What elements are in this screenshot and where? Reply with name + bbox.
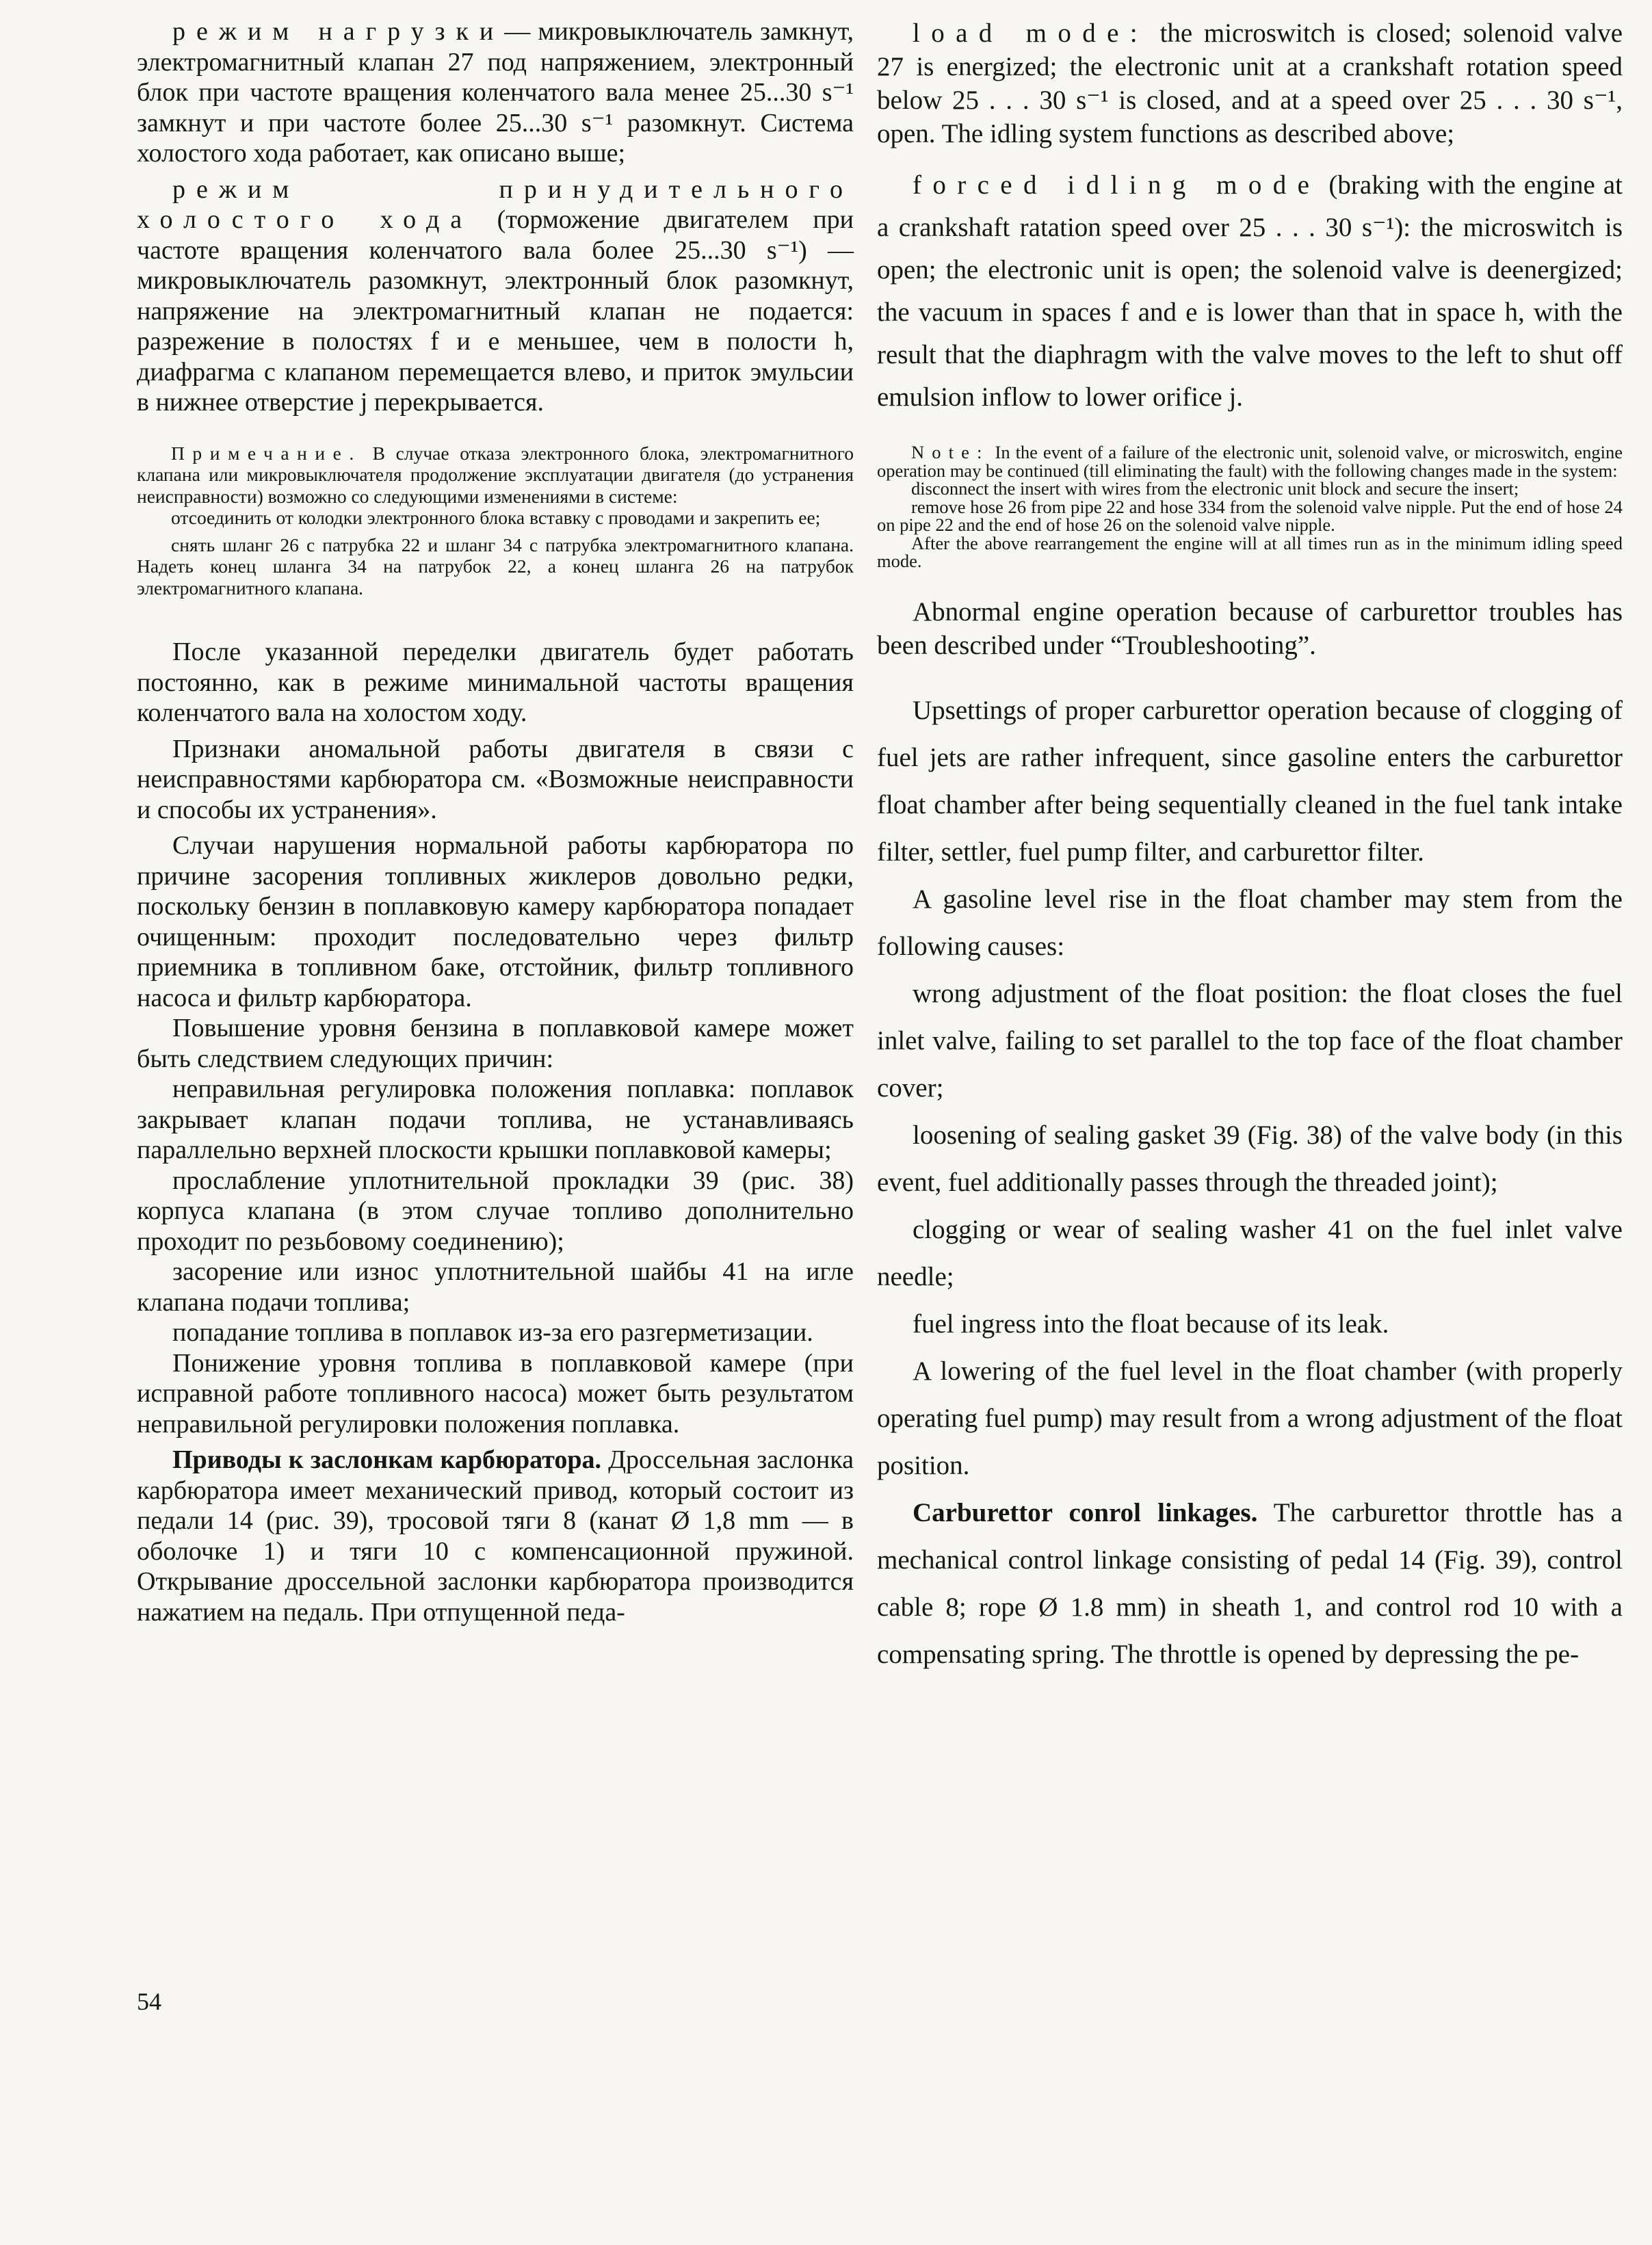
ru-note-paragraph (137, 443, 854, 508)
ru-clogging-paragraph: Случаи нарушения нормальной работы карбюратора по причине засорения топливных жиклеров довольно редки, поскольку бензин в поплавковую камеру карбюратора попадает очищенным: проходит последовательно через фильтр приемника в топливном баке, отстойник, фильтр топливного насоса и фильтр карбюратора. (137, 831, 854, 1012)
en-forced-idle-paragraph (877, 164, 1623, 419)
en-note-item-2: remove hose 26 from pipe 22 and hose 334 from the solenoid valve nipple. Put the end of hose 24 on pipe 22 and the end of hose 26 on the solenoid valve nipple. (877, 496, 1623, 535)
ru-note-label: Примечание. (171, 442, 362, 464)
en-forced-idle-term: forced idling mode (913, 170, 1321, 200)
en-cause-3: clogging or wear of sealing washer 41 on the fuel inlet valve needle; (877, 1214, 1623, 1291)
en-cause-4: fuel ingress into the float because of its leak. (913, 1309, 1389, 1339)
en-abnormal-paragraph: Abnormal engine operation because of carburettor troubles has been described under “Troubleshooting”. (877, 596, 1623, 660)
en-linkages-text: The carburettor throttle has a mechanical control linkage consisting of pedal 14 (Fig. 39), control cable 8; rope Ø 1.8 mm) in sheath 1, and control rod 10 with a compensating spring. The throttle is opened by depressing the pe- (877, 1497, 1623, 1669)
en-level-lowering-paragraph: A lowering of the fuel level in the float chamber (with properly operating fuel pump) may result from a wrong adjustment of the float position. (877, 1356, 1623, 1480)
en-note-item-1: disconnect the insert with wires from the electronic unit block and secure the insert; (911, 478, 1519, 499)
en-load-mode-term: load mode: (913, 18, 1149, 48)
ru-level-rise-paragraph: Повышение уровня бензина в поплавковой камере может быть следствием следующих причин: (137, 1014, 854, 1073)
ru-cause-3: засорение или износ уплотнительной шайбы 41 на игле клапана подачи топлива; (137, 1257, 854, 1317)
ru-linkages-paragraph (137, 1445, 854, 1627)
page-number: 54 (137, 1988, 161, 2015)
ru-cause-1: неправильная регулировка положения поплавка: поплавок закрывает клапан подачи топлива, не устанавливаясь параллельно верхней плоскости крышки поплавковой камеры; (137, 1075, 854, 1164)
ru-level-lowering-paragraph: Понижение уровня топлива в поплавковой камере (при исправной работе топливного насоса) может быть результатом неправильной регулировки положения поплавка. (137, 1348, 854, 1439)
ru-note-item-2: снять шланг 26 с патрубка 22 и шланг 34 с патрубка электромагнитного клапана. Надеть конец шланга 34 на патрубок 22, а конец шланга 26 на патрубок электромагнитного клапана. (137, 534, 854, 599)
en-load-mode-text: the microswitch is closed; solenoid valve 27 is energized; the electronic unit at a crankshaft rotation speed below 25 . . . 30 s⁻¹ is closed, and at a speed over 25 . . . 30 s⁻¹, open. The idling system functions as described above; (877, 18, 1623, 148)
en-load-mode-paragraph (877, 16, 1623, 150)
en-clogging-paragraph: Upsettings of proper carburettor operation because of clogging of fuel jets are rather infrequent, since gasoline enters the carburettor float chamber after being sequentially cleaned in the fuel tank intake filter, settler, fuel pump filter, and carburettor filter. (877, 695, 1623, 867)
en-note-item-3: After the above rearrangement the engine will at all times run as in the minimum idling speed mode. (877, 532, 1623, 571)
ru-load-mode-term: режим нагрузки (172, 17, 505, 46)
ru-load-mode-text: — микровыключатель замкнут, электромагнитный клапан 27 под напряжением, электронный блок при частоте вращения коленчатого вала менее 25...30 s⁻¹ замкнут и при частоте более 25...30 s⁻¹ разомкнут. Система холостого хода работает, как описано выше; (137, 17, 854, 168)
ru-linkages-title: Приводы к заслонкам карбюратора. (172, 1445, 601, 1474)
ru-note-item-1: отсоединить от колодки электронного блока вставку с проводами и закрепить ее; (171, 507, 821, 528)
en-forced-idle-text: (braking with the engine at a crankshaft ratation speed over 25 . . . 30 s⁻¹): the microswitch is open; the electronic unit is open; the solenoid valve is deenergized; the vacuum in spaces f and e is lower than that in space h, with the result that the diaphragm with the valve moves to the left to shut off emulsion inflow to lower orifice j. (877, 170, 1623, 412)
en-cause-2: loosening of sealing gasket 39 (Fig. 38) of the valve body (in this event, fuel additionally passes through the threaded joint); (877, 1120, 1623, 1197)
ru-forced-idle-text: (торможение двигателем при частоте вращения коленчатого вала более 25...30 s⁻¹) — микровыключатель разомкнут, электронный блок разомкнут, напряжение на электромагнитный клапан не подается: разрежение в полостях f и e меньшее, чем в полости h, диафрагма с клапаном перемещается влево, и приток эмульсии в нижнее отверстие j перекрывается. (137, 205, 854, 417)
ru-cause-4: попадание топлива в поплавок из-за его разгерметизации. (172, 1318, 813, 1347)
ru-cause-2: прослабление уплотнительной прокладки 39 (рис. 38) корпуса клапана (в этом случае топливо дополнительно проходит по резьбовому соединению); (137, 1166, 854, 1256)
ru-note-text-1: В случае отказа электронного блока, электромагнитного клапана или микровыключателя продолжение эксплуатации двигателя (до устранения неисправности) возможно со следующими изменениями в системе: (137, 442, 854, 507)
en-linkages-title: Carburettor conrol linkages. (913, 1497, 1258, 1527)
en-linkages-paragraph (877, 1489, 1623, 1678)
ru-load-mode-paragraph (137, 16, 854, 169)
ru-abnormal-paragraph: Признаки аномальной работы двигателя в связи с неисправностями карбюратора см. «Возможные неисправности и способы их устранения». (137, 734, 854, 824)
en-cause-1: wrong adjustment of the float position: the float closes the fuel inlet valve, failing to set parallel to the top face of the float chamber cover; (877, 978, 1623, 1103)
en-note-paragraph (877, 443, 1623, 480)
ru-forced-idle-paragraph (137, 174, 854, 418)
english-column (877, 16, 1623, 1678)
ru-after-rework-paragraph: После указанной переделки двигатель будет работать постоянно, как в режиме минимальной частоты вращения коленчатого вала на холостом ходу. (137, 638, 854, 727)
russian-column (137, 16, 854, 1627)
en-note-label: Note: (911, 442, 990, 462)
ru-linkages-text: Дроссельная заслонка карбюратора имеет механический привод, который состоит из педали 14 (рис. 39), тросовой тяги 8 (канат Ø 1,8 mm — в оболочке 1) и тяги 10 с компенсационной пружиной. Открывание дроссельной заслонки карбюратора производится нажатием на педаль. При отпущенной педа- (137, 1445, 854, 1627)
en-note-text-1: In the event of a failure of the electronic unit, solenoid valve, or microswitch, engine operation may be continued (till eliminating the fault) with the following changes made in the system: (877, 442, 1623, 481)
ru-forced-idle-term: режим принудительного холостого хода (137, 174, 854, 234)
en-level-rise-paragraph: A gasoline level rise in the float chamber may stem from the following causes: (877, 884, 1623, 961)
